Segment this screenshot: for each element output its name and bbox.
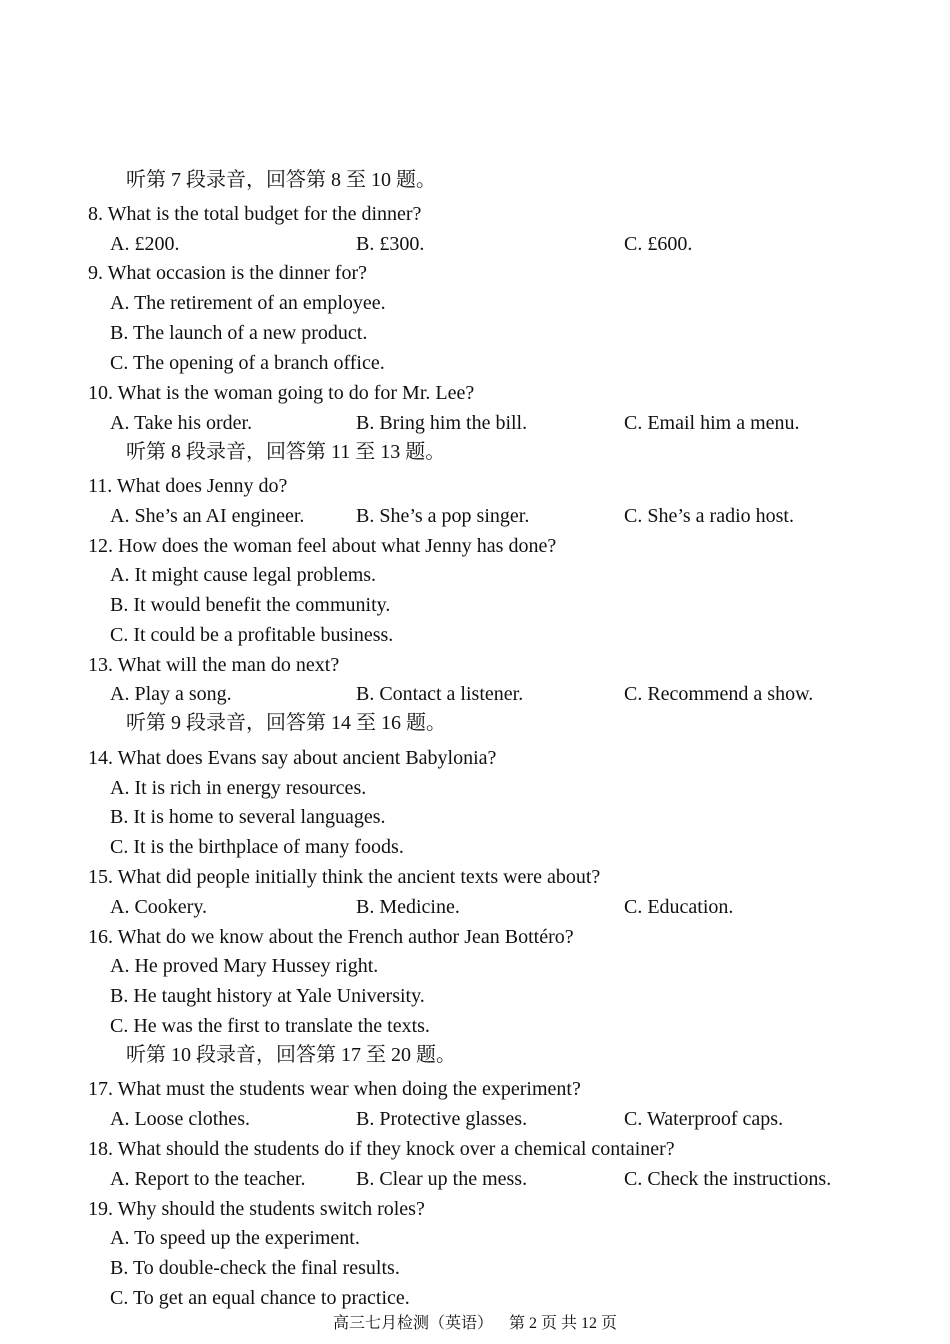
option-9a: A. The retirement of an employee. xyxy=(110,292,386,314)
option-17c: C. Waterproof caps. xyxy=(624,1108,784,1130)
question-8: 8. What is the total budget for the dinner? xyxy=(88,203,422,225)
option-18a: A. Report to the teacher. xyxy=(110,1168,306,1190)
option-13a: A. Play a song. xyxy=(110,683,232,705)
question-17: 17. What must the students wear when doing the experiment? xyxy=(88,1078,581,1100)
section-heading: 听第 10 段录音，回答第 17 至 20 题。 xyxy=(126,1044,456,1066)
option-13b: B. Contact a listener. xyxy=(356,683,524,705)
question-19: 19. Why should the students switch roles? xyxy=(88,1198,425,1220)
option-19b: B. To double-check the final results. xyxy=(110,1257,400,1279)
option-14b: B. It is home to several languages. xyxy=(110,806,386,828)
option-19c: C. To get an equal chance to practice. xyxy=(110,1287,410,1309)
option-10c: C. Email him a menu. xyxy=(624,412,800,434)
option-15b: B. Medicine. xyxy=(356,896,460,918)
option-16b: B. He taught history at Yale University. xyxy=(110,985,425,1007)
option-17b: B. Protective glasses. xyxy=(356,1108,528,1130)
question-11: 11. What does Jenny do? xyxy=(88,475,288,497)
option-11a: A. She’s an AI engineer. xyxy=(110,505,305,527)
option-10b: B. Bring him the bill. xyxy=(356,412,528,434)
option-9b: B. The launch of a new product. xyxy=(110,322,368,344)
option-11b: B. She’s a pop singer. xyxy=(356,505,530,527)
option-8a: A. £200. xyxy=(110,233,180,255)
section-heading: 听第 9 段录音，回答第 14 至 16 题。 xyxy=(126,712,446,734)
question-13: 13. What will the man do next? xyxy=(88,654,340,676)
option-14c: C. It is the birthplace of many foods. xyxy=(110,836,404,858)
option-15a: A. Cookery. xyxy=(110,896,208,918)
option-8c: C. £600. xyxy=(624,233,693,255)
option-16a: A. He proved Mary Hussey right. xyxy=(110,955,379,977)
page-footer: 高三七月检测（英语） 第 2 页 共 12 页 xyxy=(332,1315,617,1332)
section-heading: 听第 8 段录音，回答第 11 至 13 题。 xyxy=(126,441,446,463)
option-12c: C. It could be a profitable business. xyxy=(110,624,394,646)
option-9c: C. The opening of a branch office. xyxy=(110,352,385,374)
option-10a: A. Take his order. xyxy=(110,412,253,434)
option-12a: A. It might cause legal problems. xyxy=(110,564,377,586)
question-15: 15. What did people initially think the ancient texts were about? xyxy=(88,866,601,888)
question-9: 9. What occasion is the dinner for? xyxy=(88,262,367,284)
option-19a: A. To speed up the experiment. xyxy=(110,1227,360,1249)
option-16c: C. He was the first to translate the texts. xyxy=(110,1015,430,1037)
option-12b: B. It would benefit the community. xyxy=(110,594,391,616)
option-18c: C. Check the instructions. xyxy=(624,1168,832,1190)
option-13c: C. Recommend a show. xyxy=(624,683,814,705)
option-18b: B. Clear up the mess. xyxy=(356,1168,528,1190)
option-11c: C. She’s a radio host. xyxy=(624,505,794,527)
option-17a: A. Loose clothes. xyxy=(110,1108,250,1130)
question-16: 16. What do we know about the French author Jean Bottéro? xyxy=(88,926,574,948)
question-12: 12. How does the woman feel about what Jenny has done? xyxy=(88,535,557,557)
question-18: 18. What should the students do if they knock over a chemical container? xyxy=(88,1138,675,1160)
option-14a: A. It is rich in energy resources. xyxy=(110,777,367,799)
option-8b: B. £300. xyxy=(356,233,425,255)
option-15c: C. Education. xyxy=(624,896,734,918)
section-heading: 听第 7 段录音，回答第 8 至 10 题。 xyxy=(126,169,436,191)
question-10: 10. What is the woman going to do for Mr. Lee? xyxy=(88,382,475,404)
question-14: 14. What does Evans say about ancient Babylonia? xyxy=(88,747,497,769)
